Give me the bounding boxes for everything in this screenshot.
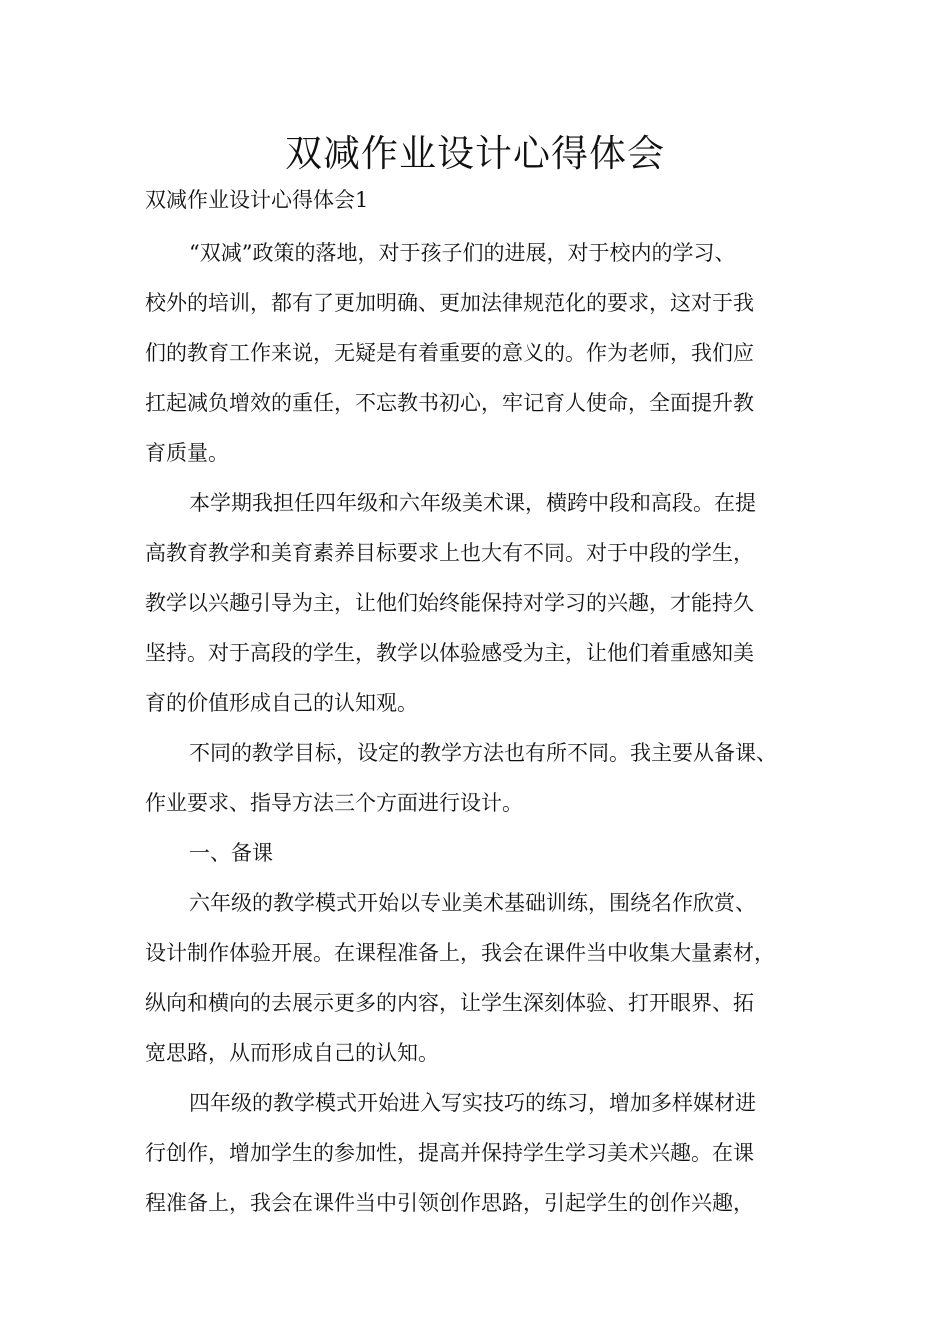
body-text-line: 作业要求、指导方法三个方面进行设计。: [145, 791, 523, 815]
body-text-line: 坚持。对于高段的学生，教学以体验感受为主，让他们着重感知美: [145, 641, 754, 665]
body-text-line: 六年级的教学模式开始以专业美术基础训练，围绕名作欣赏、: [189, 891, 756, 915]
document-body: [145, 228, 825, 1228]
document-subtitle: 双减作业设计心得体会1: [145, 188, 369, 212]
body-text-line: 校外的培训，都有了更加明确、更加法律规范化的要求，这对于我: [145, 291, 754, 315]
body-text-line: 宽思路，从而形成自己的认知。: [145, 1041, 439, 1065]
body-text-line: 设计制作体验开展。在课程准备上，我会在课件当中收集大量素材，: [145, 941, 775, 965]
body-text-line: 本学期我担任四年级和六年级美术课，横跨中段和高段。在提: [189, 491, 756, 515]
body-text-line: 高教育教学和美育素养目标要求上也大有不同。对于中段的学生，: [145, 541, 754, 565]
document-title: 双减作业设计心得体会: [285, 132, 665, 175]
body-text-line: 行创作，增加学生的参加性，提高并保持学生学习美术兴趣。在课: [145, 1141, 754, 1165]
body-text-line: 育质量。: [145, 441, 229, 465]
body-text-line: 一、备课: [189, 841, 273, 865]
body-text-line: 四年级的教学模式开始进入写实技巧的练习，增加多样媒材进: [189, 1091, 756, 1115]
body-text-line: 程准备上，我会在课件当中引领创作思路，引起学生的创作兴趣，: [145, 1191, 754, 1215]
body-text-line: 扛起减负增效的重任，不忘教书初心，牢记育人使命，全面提升教: [145, 391, 754, 415]
body-text-line: “双减”政策的落地，对于孩子们的进展，对于校内的学习、: [189, 241, 736, 265]
body-text-line: 纵向和横向的去展示更多的内容，让学生深刻体验、打开眼界、拓: [145, 991, 754, 1015]
body-text-line: 教学以兴趣引导为主，让他们始终能保持对学习的兴趣，才能持久: [145, 591, 754, 615]
body-text-line: 不同的教学目标，设定的教学方法也有所不同。我主要从备课、: [189, 741, 777, 765]
body-text-line: 们的教育工作来说，无疑是有着重要的意义的。作为老师，我们应: [145, 341, 754, 365]
body-text-line: 育的价值形成自己的认知观。: [145, 691, 418, 715]
